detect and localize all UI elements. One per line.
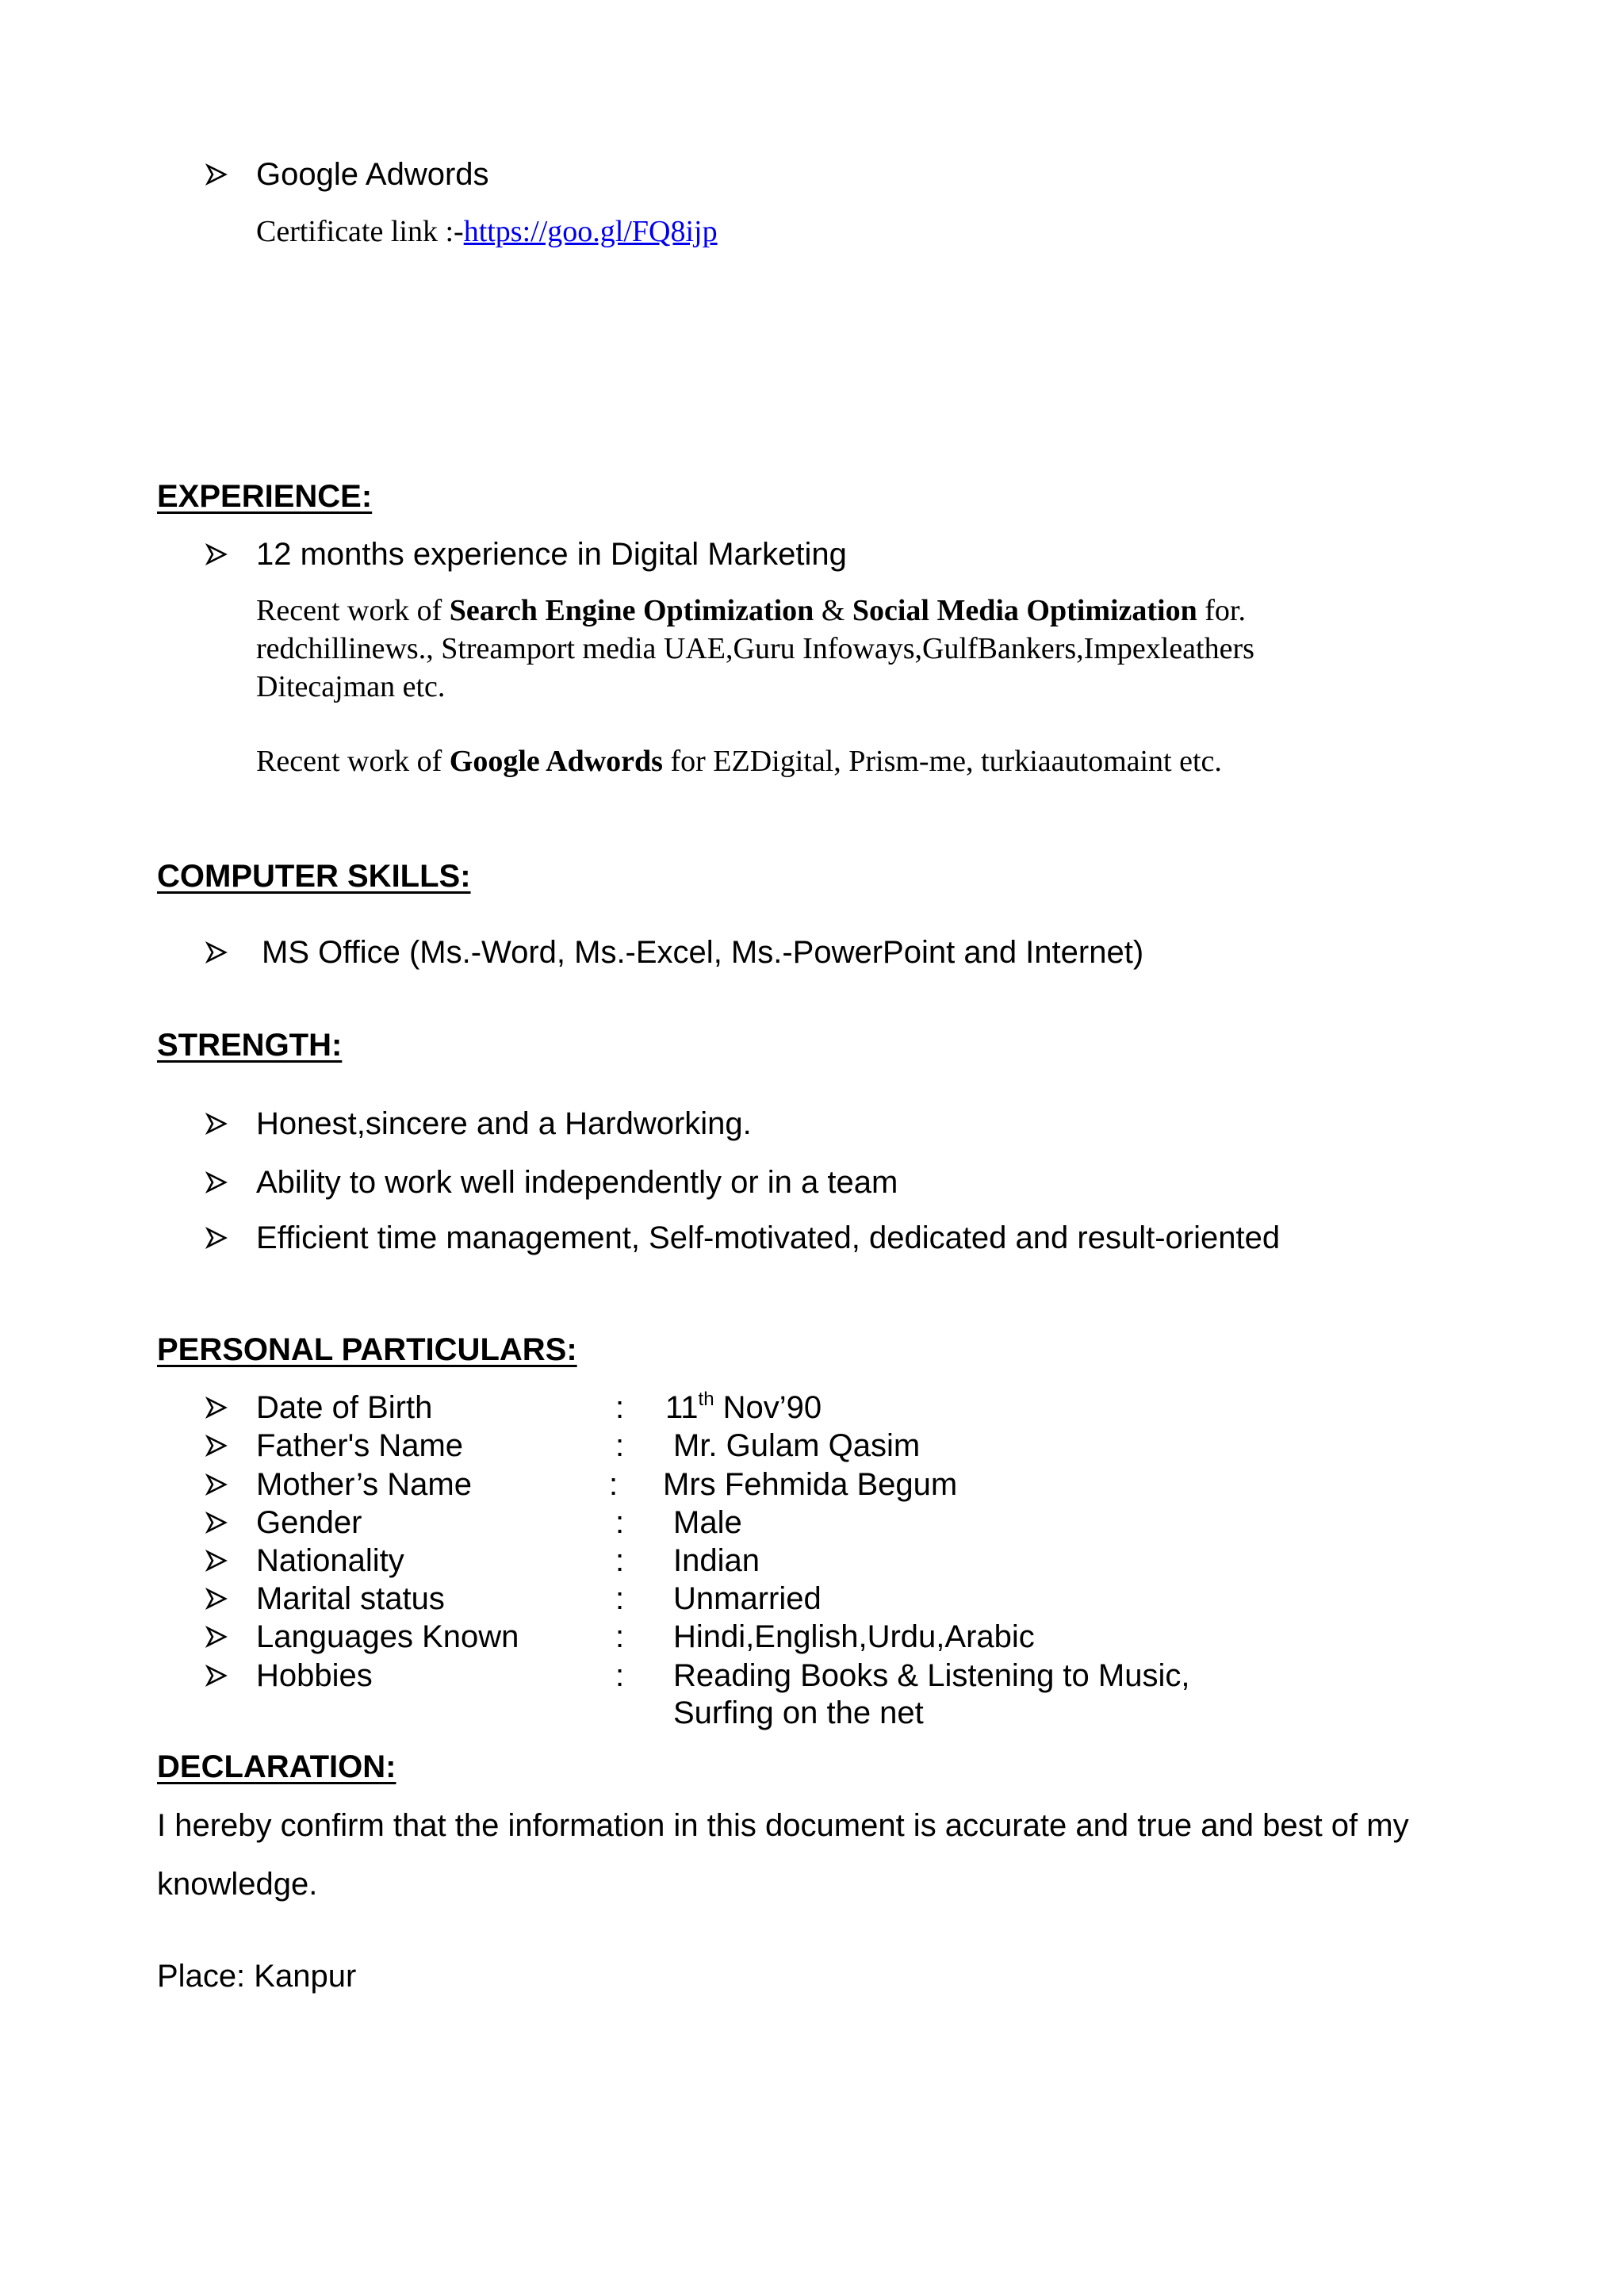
certificate-link-line bbox=[256, 213, 718, 251]
certificate-link[interactable]: https://goo.gl/FQ8ijp bbox=[463, 215, 718, 248]
arrow-bullet-icon bbox=[205, 1226, 228, 1250]
personal-row-label: Gender bbox=[256, 1505, 362, 1540]
separator: : bbox=[615, 1543, 625, 1578]
experience-heading: EXPERIENCE: bbox=[157, 479, 373, 514]
arrow-bullet-icon bbox=[205, 1434, 228, 1458]
experience-bullet: 12 months experience in Digital Marketing bbox=[256, 537, 847, 572]
declaration-text-line2: knowledge. bbox=[157, 1867, 318, 1902]
arrow-bullet-icon bbox=[205, 941, 228, 964]
personal-row-value: Mrs Fehmida Begum bbox=[663, 1467, 958, 1502]
personal-row-value: Mr. Gulam Qasim bbox=[673, 1428, 921, 1463]
arrow-bullet-icon bbox=[205, 1664, 228, 1688]
bold-text-span: Google Adwords bbox=[449, 745, 663, 778]
text-span: for. bbox=[1197, 594, 1246, 627]
arrow-bullet-icon bbox=[205, 1170, 228, 1194]
personal-row-label: Mother’s Name bbox=[256, 1467, 472, 1502]
bold-text-span: Search Engine Optimization bbox=[449, 594, 814, 627]
arrow-bullet-icon bbox=[205, 163, 228, 186]
text-span: 11 bbox=[665, 1390, 699, 1425]
text-span: Nov’90 bbox=[714, 1390, 822, 1425]
experience-seo-line1 bbox=[256, 592, 1246, 630]
separator: : bbox=[615, 1658, 625, 1693]
hobbies-continuation: Surfing on the net bbox=[673, 1695, 924, 1730]
superscript: th bbox=[698, 1388, 714, 1410]
declaration-text-line1: I hereby confirm that the information in this document is accurate and true and best of my bbox=[157, 1808, 1409, 1843]
arrow-bullet-icon bbox=[205, 1587, 228, 1611]
separator: : bbox=[615, 1581, 625, 1616]
computer-skills-item: MS Office (Ms.-Word, Ms.-Excel, Ms.-PowerPoint and Internet) bbox=[262, 935, 1144, 970]
arrow-bullet-icon bbox=[205, 1549, 228, 1573]
text-span: Recent work of bbox=[256, 594, 450, 627]
personal-row-label: Marital status bbox=[256, 1581, 445, 1616]
text-span: & bbox=[814, 594, 852, 627]
separator: : bbox=[615, 1428, 625, 1463]
experience-seo-line3: Ditecajman etc. bbox=[256, 670, 446, 703]
dob-value bbox=[665, 1389, 822, 1427]
separator: : bbox=[615, 1505, 625, 1540]
strength-item: Honest,sincere and a Hardworking. bbox=[256, 1106, 752, 1141]
declaration-heading: DECLARATION: bbox=[157, 1749, 396, 1784]
arrow-bullet-icon bbox=[205, 542, 228, 566]
bold-text-span: Social Media Optimization bbox=[852, 594, 1197, 627]
experience-seo-line2: redchillinews., Streamport media UAE,Guru Infoways,GulfBankers,Impexleathers bbox=[256, 632, 1254, 665]
separator: : bbox=[615, 1390, 625, 1425]
personal-row-value: Reading Books & Listening to Music, bbox=[673, 1658, 1190, 1693]
dob-label: Date of Birth bbox=[256, 1390, 433, 1425]
strength-item: Efficient time management, Self-motivated, dedicated and result-oriented bbox=[256, 1220, 1281, 1255]
text-span: for EZDigital, Prism-me, turkiaautomaint etc. bbox=[662, 745, 1222, 778]
personal-row-value: Male bbox=[673, 1505, 742, 1540]
text-span: Recent work of bbox=[256, 745, 450, 778]
separator: : bbox=[609, 1467, 619, 1502]
strength-item: Ability to work well independently or in a team bbox=[256, 1165, 898, 1200]
arrow-bullet-icon bbox=[205, 1473, 228, 1496]
personal-particulars-heading: PERSONAL PARTICULARS: bbox=[157, 1332, 577, 1367]
personal-row-value: Unmarried bbox=[673, 1581, 822, 1616]
arrow-bullet-icon bbox=[205, 1511, 228, 1534]
arrow-bullet-icon bbox=[205, 1396, 228, 1420]
experience-adwords-line bbox=[256, 742, 1222, 780]
strength-heading: STRENGTH: bbox=[157, 1028, 343, 1063]
personal-row-label: Languages Known bbox=[256, 1619, 519, 1654]
arrow-bullet-icon bbox=[205, 1625, 228, 1649]
computer-skills-heading: COMPUTER SKILLS: bbox=[157, 859, 471, 894]
personal-row-label: Hobbies bbox=[256, 1658, 373, 1693]
personal-row-label: Father's Name bbox=[256, 1428, 464, 1463]
arrow-bullet-icon bbox=[205, 1112, 228, 1136]
certificate-item: Google Adwords bbox=[256, 157, 489, 192]
personal-row-value: Hindi,English,Urdu,Arabic bbox=[673, 1619, 1035, 1654]
separator: : bbox=[615, 1619, 625, 1654]
place-text: Place: Kanpur bbox=[157, 1959, 357, 1994]
certificate-link-label: Certificate link :- bbox=[256, 215, 464, 248]
personal-row-value: Indian bbox=[673, 1543, 760, 1578]
personal-row-label: Nationality bbox=[256, 1543, 404, 1578]
